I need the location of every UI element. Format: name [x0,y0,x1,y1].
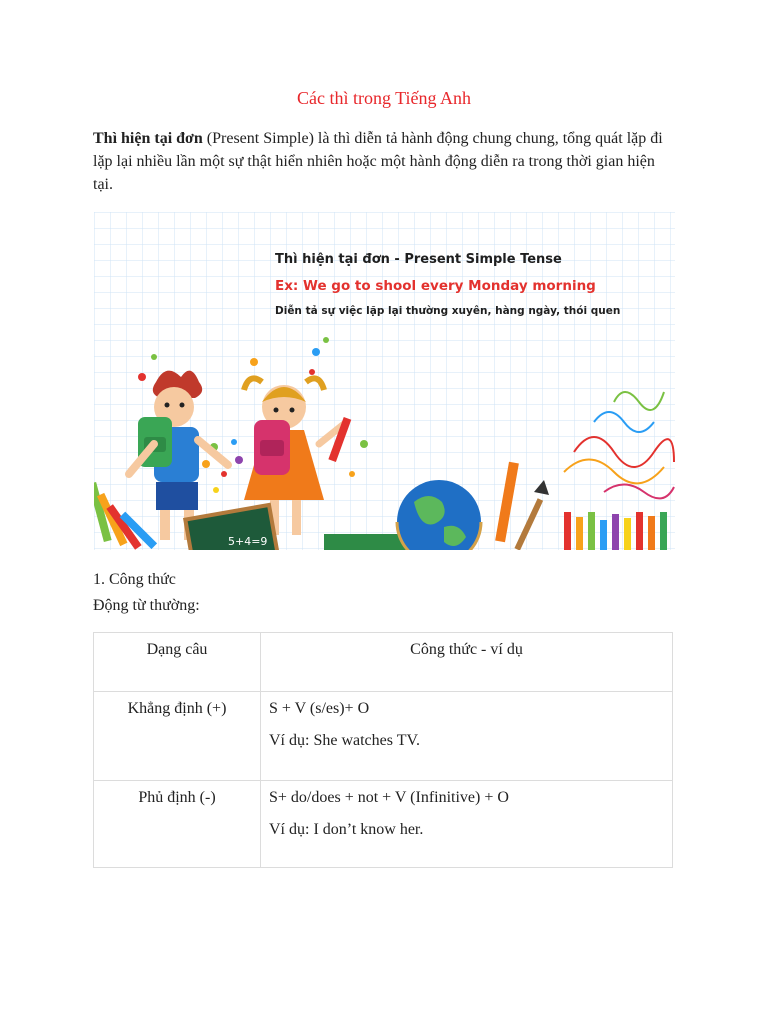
formula-table [93,632,673,868]
row-example: Ví dụ: I don’t know her. [269,821,424,838]
intro-bold-term: Thì hiện tại đơn [93,130,203,147]
row-type: Khẳng định (+) [94,692,261,781]
row-formula: S+ do/does + not + V (Infinitive) + O [269,789,509,806]
table-header-row [94,633,673,692]
header-formula-example: Công thức - ví dụ [261,633,673,692]
banner-title: Thì hiện tại đơn - Present Simple Tense [275,252,562,267]
sub-heading: Động từ thường: [93,597,200,614]
pencil-icon [564,512,667,550]
banner-description: Diễn tả sự việc lặp lại thường xuyên, hàng ngày, thói quen [275,305,621,317]
intro-text: (Present Simple) là thì diễn tả hành động chung chung, tổng quát lặp đi lặp lại nhiều lần một sự thật hiển nhiên hoặc một hành động diễn ra trong thời gian hiện tại. [93,130,663,193]
row-formula-cell [261,781,673,868]
page-title: Các thì trong Tiếng Anh [296,88,471,108]
row-example: Ví dụ: She watches TV. [269,732,420,749]
row-formula: S + V (s/es)+ O [269,700,370,717]
table-row [94,692,673,781]
row-type: Phủ định (-) [94,781,261,868]
banner-example: Ex: We go to shool every Monday morning [275,278,596,294]
intro-paragraph [93,127,678,196]
header-sentence-type: Dạng câu [94,633,261,692]
present-simple-banner [94,212,675,550]
board-text: 5+4=9 [228,535,268,548]
row-formula-cell [261,692,673,781]
table-row [94,781,673,868]
section-heading: 1. Công thức [93,571,176,588]
